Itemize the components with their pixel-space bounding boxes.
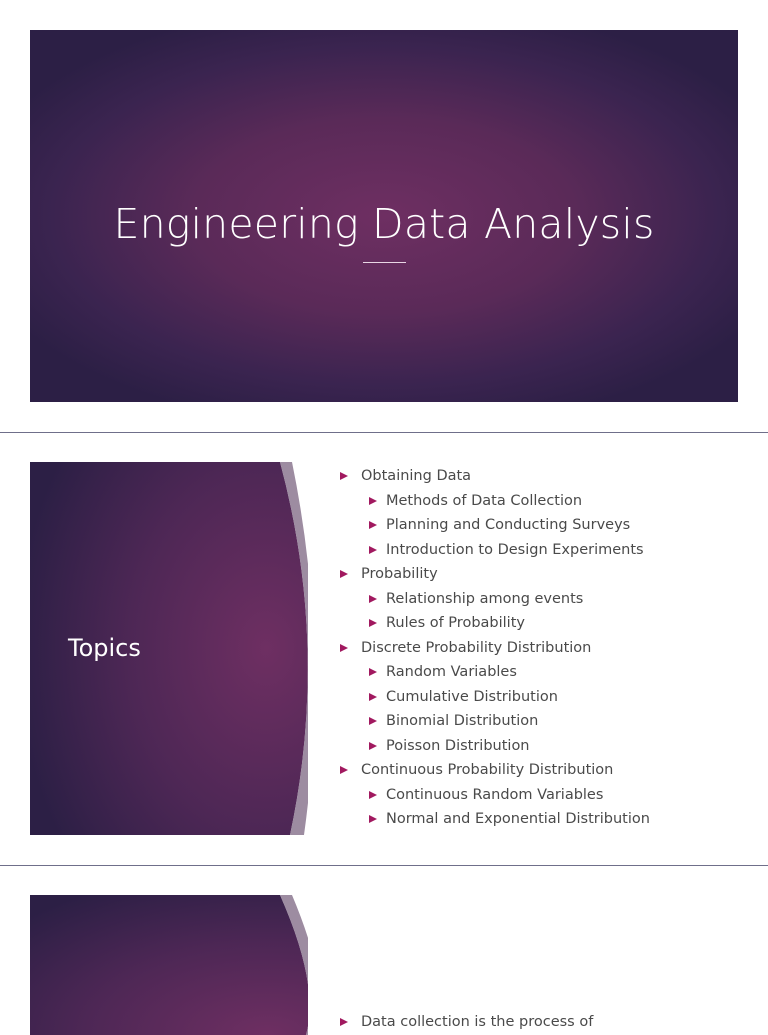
- bullet-arrow-icon: [369, 595, 377, 603]
- subtopic-item: [338, 489, 650, 514]
- bullet-arrow-icon: [369, 668, 377, 676]
- topic-text: Normal and Exponential Distribution: [386, 811, 650, 827]
- subtopic-item: [338, 660, 650, 685]
- topic-item: [338, 758, 650, 783]
- bullet-arrow-icon: [340, 1018, 348, 1026]
- subtopic-item: [338, 587, 650, 612]
- topic-text: Probability: [361, 566, 438, 582]
- topic-text: Methods of Data Collection: [386, 492, 583, 509]
- slide-title: Engineering Data Analysis: [113, 200, 655, 248]
- subtopic-item: [338, 734, 650, 759]
- topic-text: Continuous Random Variables: [386, 786, 604, 803]
- bullet-arrow-icon: [340, 766, 348, 774]
- topic-text: Discrete Probability Distribution: [361, 639, 592, 656]
- subtopic-item: [338, 513, 650, 538]
- topic-item: [338, 562, 650, 587]
- topics-heading: Topics: [68, 634, 141, 662]
- subtopic-item: [338, 611, 650, 636]
- bullet-arrow-icon: [340, 570, 348, 578]
- subtopic-item: [338, 709, 650, 734]
- subtopic-item: [338, 807, 650, 832]
- topics-side-panel: [30, 462, 308, 835]
- topic-text: Continuous Probability Distribution: [361, 762, 614, 778]
- partial-bullet: [338, 1010, 593, 1034]
- topic-text: Relationship among events: [386, 590, 584, 607]
- topic-text: Rules of Probability: [386, 615, 525, 631]
- topic-text: Random Variables: [386, 664, 517, 680]
- slide3-side-panel: [30, 895, 308, 1035]
- bullet-arrow-icon: [369, 791, 377, 799]
- bullet-arrow-icon: [369, 742, 377, 750]
- topic-text: Cumulative Distribution: [386, 688, 558, 705]
- topic-item: [338, 636, 650, 661]
- bullet-arrow-icon: [369, 546, 377, 554]
- title-slide: [0, 0, 768, 432]
- title-underline: [363, 262, 406, 263]
- partial-bullet-text: Data collection is the process of: [361, 1014, 594, 1030]
- bullet-arrow-icon: [369, 815, 377, 823]
- curved-panel-shape: [30, 895, 308, 1035]
- topic-text: Binomial Distribution: [386, 713, 539, 729]
- bullet-arrow-icon: [369, 693, 377, 701]
- bullet-arrow-icon: [369, 619, 377, 627]
- topic-text: Obtaining Data: [361, 468, 472, 484]
- topics-slide: [0, 433, 768, 865]
- subtopic-item: [338, 783, 650, 808]
- topic-text: Poisson Distribution: [386, 737, 530, 754]
- bullet-arrow-icon: [340, 472, 348, 480]
- subtopic-item: [338, 538, 650, 563]
- title-panel: [30, 30, 738, 402]
- topic-item: [338, 464, 650, 489]
- topic-text: Introduction to Design Experiments: [386, 541, 644, 558]
- topic-text: Planning and Conducting Surveys: [386, 517, 631, 533]
- bullet-arrow-icon: [369, 497, 377, 505]
- bullet-arrow-icon: [369, 521, 377, 529]
- bullet-arrow-icon: [340, 644, 348, 652]
- bullet-arrow-icon: [369, 717, 377, 725]
- data-collection-slide: [0, 866, 768, 1030]
- subtopic-item: [338, 685, 650, 710]
- topics-bullet-list: [338, 464, 650, 832]
